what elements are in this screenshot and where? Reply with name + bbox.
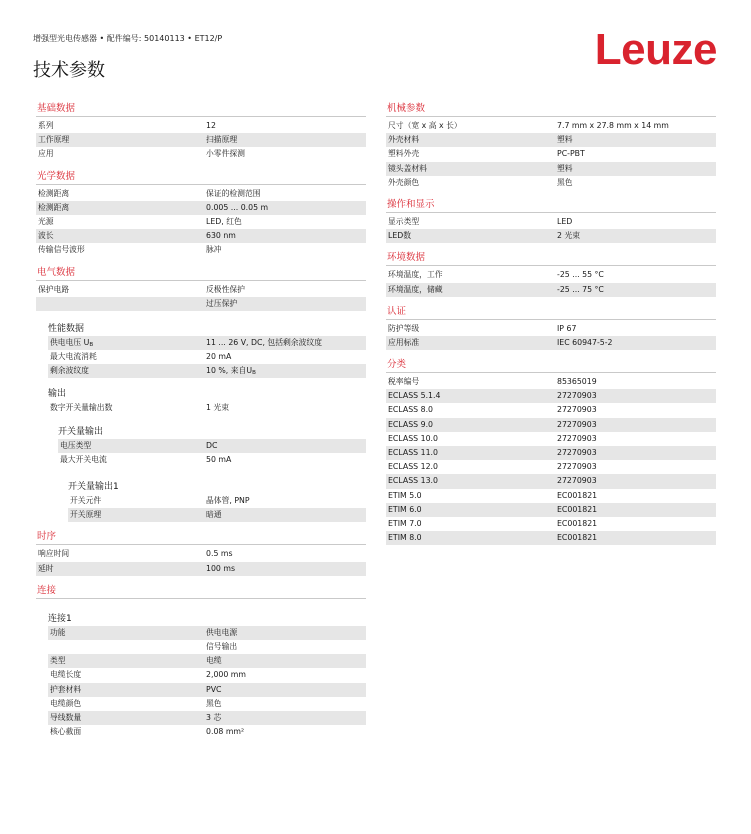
- row-value: 扫描原理: [206, 135, 238, 145]
- table-row: [386, 531, 716, 545]
- row-label: 导线数量: [50, 712, 82, 722]
- table-row: [48, 725, 366, 739]
- section-certification: [386, 305, 716, 350]
- table-row: [58, 439, 366, 453]
- row-label: 电压类型: [60, 440, 92, 450]
- table-row: [36, 243, 366, 257]
- row-label: 响应时间: [38, 549, 70, 559]
- section-title: 分类: [387, 359, 407, 371]
- row-value: 0.5 ms: [206, 549, 233, 559]
- table-row: [386, 162, 716, 176]
- row-value: IEC 60947-5-2: [557, 337, 613, 347]
- row-value: 27270903: [557, 433, 597, 443]
- row-value: 0.08 mm²: [206, 727, 245, 737]
- row-value: 塑料: [557, 135, 573, 145]
- table-row: [386, 418, 716, 432]
- row-label: ECLASS 9.0: [388, 419, 434, 429]
- section-title: 环境数据: [387, 252, 426, 264]
- row-value: 27270903: [557, 476, 597, 486]
- group-performance: [48, 323, 366, 379]
- row-value: 保证的检测范围: [206, 188, 261, 198]
- row-label: 护套材料: [50, 684, 82, 694]
- left-column: [36, 102, 366, 739]
- group-title: 输出: [48, 389, 67, 400]
- section-title: 基础数据: [37, 103, 76, 114]
- group-outputs: [48, 388, 366, 415]
- section-divider: [386, 265, 716, 266]
- row-value: LED: [557, 216, 573, 226]
- row-value: 黑色: [557, 177, 573, 187]
- row-value: 过压保护: [206, 298, 238, 308]
- row-label: 功能: [50, 627, 66, 637]
- group-title: 开关量输出1: [68, 482, 119, 492]
- row-value: -25 ... 75 °C: [557, 284, 604, 294]
- row-label: 显示类型: [388, 216, 420, 226]
- table-row: [36, 201, 366, 215]
- row-label: 外壳颜色: [388, 177, 420, 187]
- table-row: [386, 503, 716, 517]
- section-divider: [36, 280, 366, 281]
- row-label: ETIM 6.0: [388, 504, 422, 514]
- row-label: 环境温度，储藏: [388, 284, 443, 294]
- group-title: 性能数据: [48, 323, 85, 334]
- row-label: ECLASS 10.0: [388, 433, 438, 443]
- row-label: ECLASS 13.0: [388, 476, 438, 486]
- row-value: EC001821: [557, 518, 598, 528]
- group-switching-output: [58, 426, 366, 467]
- row-label: 核心截面: [50, 727, 82, 737]
- row-value: EC001821: [557, 490, 598, 500]
- row-label: ETIM 5.0: [388, 490, 422, 500]
- group-connection-1: [48, 613, 366, 740]
- section-environment: [386, 251, 716, 296]
- table-row: [386, 147, 716, 161]
- row-value: IP 67: [557, 323, 577, 333]
- table-row: [36, 147, 366, 161]
- section-divider: [386, 319, 716, 320]
- row-label: 系列: [38, 121, 54, 130]
- row-label: 应用标准: [388, 337, 420, 347]
- row-value: LED, 红色: [206, 216, 242, 226]
- row-label: 最大电流消耗: [50, 352, 97, 362]
- row-label: 开关原理: [70, 510, 102, 520]
- row-label: 类型: [50, 656, 66, 666]
- row-value: 7.7 mm x 27.8 mm x 14 mm: [557, 121, 669, 130]
- row-value: 10 %, 来自$U_B$: [206, 366, 256, 377]
- header-subtitle: 增强型光电传感器 • 配件编号: 50140113 • ET12/P: [33, 34, 223, 43]
- table-row: [386, 119, 716, 133]
- table-row: [386, 375, 716, 389]
- row-label: 传输信号波形: [38, 245, 85, 255]
- row-label: 剩余波纹度: [50, 366, 89, 376]
- row-value: EC001821: [557, 533, 598, 543]
- table-row: [386, 517, 716, 531]
- row-value: 脉冲: [206, 245, 222, 255]
- row-value: 塑料: [557, 163, 573, 173]
- row-value: 85365019: [557, 377, 597, 387]
- table-row: [36, 283, 366, 297]
- section-divider: [36, 544, 366, 545]
- section-operation: [386, 198, 716, 243]
- section-timing: [36, 530, 366, 575]
- row-value: 供电电源: [206, 627, 238, 637]
- table-row: [48, 668, 366, 682]
- table-row: [36, 119, 366, 133]
- leuze-logo: Leuze: [594, 25, 717, 74]
- table-row: [48, 336, 366, 350]
- table-row: [48, 683, 366, 697]
- table-row: [36, 229, 366, 243]
- row-value: 晶体管, PNP: [206, 496, 250, 505]
- row-label: ECLASS 5.1.4: [388, 391, 441, 401]
- section-title: 连接: [37, 584, 57, 596]
- group-title: 开关量输出: [58, 426, 104, 437]
- row-label: 延时: [38, 563, 54, 573]
- section-title: 机械参数: [387, 103, 426, 114]
- section-divider: [36, 116, 366, 117]
- group-switching-output-1: [68, 481, 366, 522]
- row-label: 供电电压 $U_B$: [50, 337, 94, 348]
- row-value: 27270903: [557, 391, 597, 401]
- row-label: [48, 640, 204, 654]
- row-value: -25 ... 55 °C: [557, 270, 604, 280]
- row-label: LED数: [388, 231, 412, 241]
- row-value: DC: [206, 440, 218, 450]
- row-value: 信号输出: [206, 641, 238, 651]
- row-value: PVC: [206, 684, 222, 694]
- table-row: [48, 711, 366, 725]
- group-title: 连接1: [48, 613, 72, 624]
- row-value: 100 ms: [206, 563, 236, 573]
- section-electrical: [36, 266, 366, 523]
- row-label: 开关元件: [70, 496, 102, 505]
- table-row: [36, 133, 366, 147]
- table-row: [386, 215, 716, 229]
- row-label: 检测距离: [38, 188, 70, 198]
- table-row: [36, 547, 366, 561]
- row-value: 12: [206, 121, 216, 130]
- row-label: 波长: [38, 231, 54, 241]
- table-row: [386, 268, 716, 282]
- section-mechanical: [386, 102, 716, 190]
- row-value: 2 光束: [557, 231, 581, 241]
- row-label: ETIM 8.0: [388, 533, 422, 543]
- section-title: 电气数据: [37, 266, 76, 278]
- section-basic: [36, 102, 366, 162]
- table-row: [386, 283, 716, 297]
- row-value: 630 nm: [206, 231, 236, 241]
- row-label: 税率编号: [388, 377, 420, 387]
- row-label: 电缆长度: [50, 670, 82, 680]
- row-value: 反极性保护: [206, 284, 245, 294]
- row-label: 环境温度，工作: [388, 270, 443, 280]
- row-label: [36, 297, 204, 311]
- row-label: 数字开关量输出数: [50, 403, 113, 413]
- row-value: 3 芯: [206, 712, 222, 722]
- row-label: 尺寸（宽 x 高 x 长）: [388, 121, 462, 130]
- row-value: 1 光束: [206, 403, 230, 413]
- row-value: 电缆: [206, 656, 222, 666]
- row-label: 光源: [38, 216, 54, 226]
- table-row: [68, 494, 366, 508]
- section-divider: [36, 184, 366, 185]
- row-value: 27270903: [557, 419, 597, 429]
- table-row: [36, 562, 366, 576]
- table-row: [36, 187, 366, 201]
- table-row: [68, 508, 366, 522]
- table-row: [386, 229, 716, 243]
- table-row: [48, 364, 366, 378]
- table-row: [48, 626, 366, 640]
- row-value: 11 ... 26 V, DC, 包括剩余波纹度: [206, 337, 322, 347]
- section-connection: [36, 584, 366, 740]
- table-row: [386, 403, 716, 417]
- table-row: [36, 297, 366, 311]
- row-label: 最大开关电流: [60, 454, 107, 464]
- section-divider: [386, 212, 716, 213]
- row-value: 50 mA: [206, 454, 232, 464]
- row-label: ECLASS 12.0: [388, 462, 438, 472]
- section-optical: [36, 170, 366, 258]
- table-row: [386, 446, 716, 460]
- table-row: [48, 401, 366, 415]
- row-value: 27270903: [557, 448, 597, 457]
- section-classification: [386, 358, 716, 545]
- row-label: 外壳材料: [388, 135, 420, 145]
- row-label: ETIM 7.0: [388, 518, 422, 528]
- row-value: 0.005 ... 0.05 m: [206, 202, 269, 212]
- row-label: 检测距离: [38, 202, 70, 212]
- row-value: 小零件探测: [206, 149, 245, 159]
- row-label: 防护等级: [388, 323, 420, 333]
- section-title: 时序: [37, 531, 57, 543]
- section-title: 认证: [387, 305, 407, 317]
- row-label: 工作原理: [38, 135, 70, 145]
- table-row: [48, 697, 366, 711]
- row-value: EC001821: [557, 504, 598, 514]
- table-row: [386, 432, 716, 446]
- row-value: 20 mA: [206, 352, 232, 362]
- row-label: 电缆颜色: [50, 698, 82, 708]
- table-row: [386, 489, 716, 503]
- table-row: [386, 389, 716, 403]
- section-divider: [386, 116, 716, 117]
- page-title: 技术参数: [33, 60, 105, 81]
- table-row: [386, 336, 716, 350]
- right-column: [386, 102, 716, 545]
- row-label: 保护电路: [38, 284, 70, 294]
- row-value: 27270903: [557, 462, 597, 472]
- row-label: 塑料外壳: [388, 149, 420, 159]
- table-row: [48, 350, 366, 364]
- row-value: 黑色: [206, 698, 222, 708]
- table-row: [48, 640, 366, 654]
- row-label: 应用: [38, 149, 54, 159]
- row-label: 镜头盖材料: [388, 163, 427, 173]
- section-divider: [36, 598, 366, 599]
- row-label: ECLASS 8.0: [388, 405, 434, 415]
- table-row: [386, 460, 716, 474]
- table-row: [386, 474, 716, 488]
- table-row: [386, 176, 716, 190]
- section-title: 操作和显示: [387, 198, 435, 210]
- table-row: [386, 322, 716, 336]
- section-divider: [386, 372, 716, 373]
- row-value: 2,000 mm: [206, 670, 246, 680]
- row-value: 暗通: [206, 510, 222, 520]
- table-row: [48, 654, 366, 668]
- row-value: PC-PBT: [557, 149, 585, 159]
- section-title: 光学数据: [37, 170, 76, 182]
- row-label: ECLASS 11.0: [388, 448, 438, 457]
- table-row: [386, 133, 716, 147]
- row-value: 27270903: [557, 405, 597, 415]
- table-row: [58, 453, 366, 467]
- table-row: [36, 215, 366, 229]
